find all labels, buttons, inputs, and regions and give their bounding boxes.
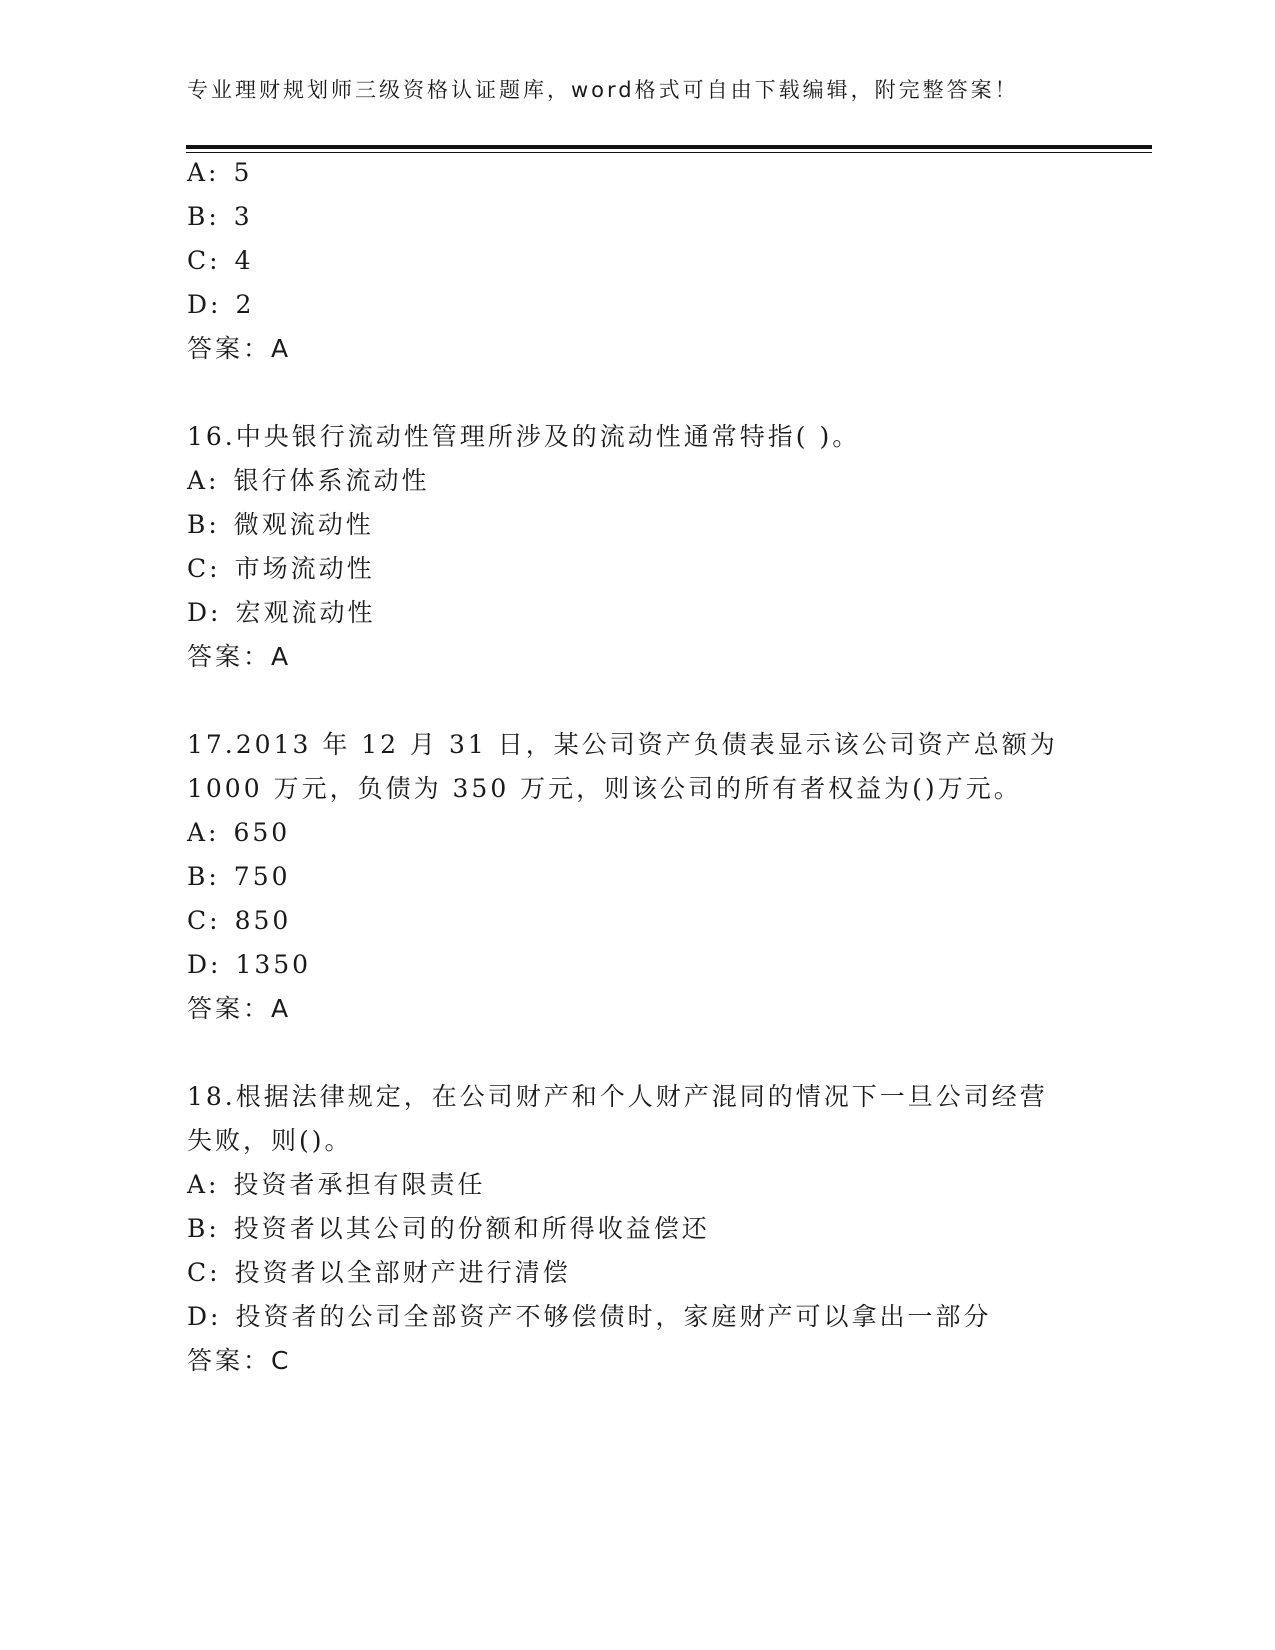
option-text: 微观流动性 [233,510,374,539]
option-text: 5 [233,158,253,187]
question-text: 17.2013 年 12 月 31 日，某公司资产负债表显示该公司资产总额为 [187,730,1058,759]
question-text-continued: 1000 万元，负债为 350 万元，则该公司的所有者权益为()万元。 [187,774,1022,803]
option-c [187,554,375,584]
question-text: 16.中央银行流动性管理所涉及的流动性通常特指( )。 [187,422,861,451]
option-label: B: [187,862,220,891]
option-text: 1350 [235,950,312,979]
option-text: 投资者的公司全部资产不够偿债时，家庭财产可以拿出一部分 [235,1302,992,1331]
header-rule-thin [186,152,1152,153]
answer-label: 答案：A [187,334,292,363]
option-label: C: [187,554,221,583]
option-label: A: [187,818,220,847]
option-label: D: [187,290,222,319]
option-label: D: [187,598,222,627]
option-text: 650 [233,818,291,847]
option-label: B: [187,1214,220,1243]
option-d [187,950,311,980]
option-label: C: [187,906,221,935]
header-rule-thick [186,145,1152,149]
option-label: A: [187,158,220,187]
option-label: C: [187,246,221,275]
answer-label: 答案：C [187,1346,292,1375]
option-text: 投资者以其公司的份额和所得收益偿还 [233,1214,710,1243]
option-b [187,202,253,232]
option-c [187,1258,571,1288]
option-text: 4 [234,246,254,275]
option-b [187,1214,710,1244]
question-text: 18.根据法律规定，在公司财产和个人财产混同的情况下一旦公司经营 [187,1082,1048,1111]
option-label: D: [187,950,222,979]
option-d [187,598,375,628]
option-text: 宏观流动性 [235,598,376,627]
option-text: 2 [235,290,255,319]
option-label: D: [187,1302,222,1331]
option-a [187,818,290,848]
option-label: A: [187,1170,220,1199]
option-c [187,906,291,936]
option-label: A: [187,466,220,495]
option-label: B: [187,202,220,231]
answer-label: 答案：A [187,642,292,671]
option-c [187,246,253,276]
question-text-continued: 失败，则()。 [187,1126,353,1155]
option-text: 3 [233,202,253,231]
option-text: 850 [234,906,292,935]
option-a [187,1170,486,1200]
option-text: 市场流动性 [234,554,375,583]
answer-label: 答案：A [187,994,292,1023]
option-a [187,158,252,188]
option-d [187,290,254,320]
option-text: 750 [233,862,291,891]
option-label: B: [187,510,220,539]
option-d [187,1302,991,1332]
option-a [187,466,430,496]
option-text: 投资者以全部财产进行清偿 [234,1258,571,1287]
option-b [187,510,374,540]
option-label: C: [187,1258,221,1287]
option-b [187,862,291,892]
page-header: 专业理财规划师三级资格认证题库，word格式可自由下载编辑，附完整答案！ [187,78,1019,102]
option-text: 投资者承担有限责任 [233,1170,486,1199]
option-text: 银行体系流动性 [233,466,430,495]
